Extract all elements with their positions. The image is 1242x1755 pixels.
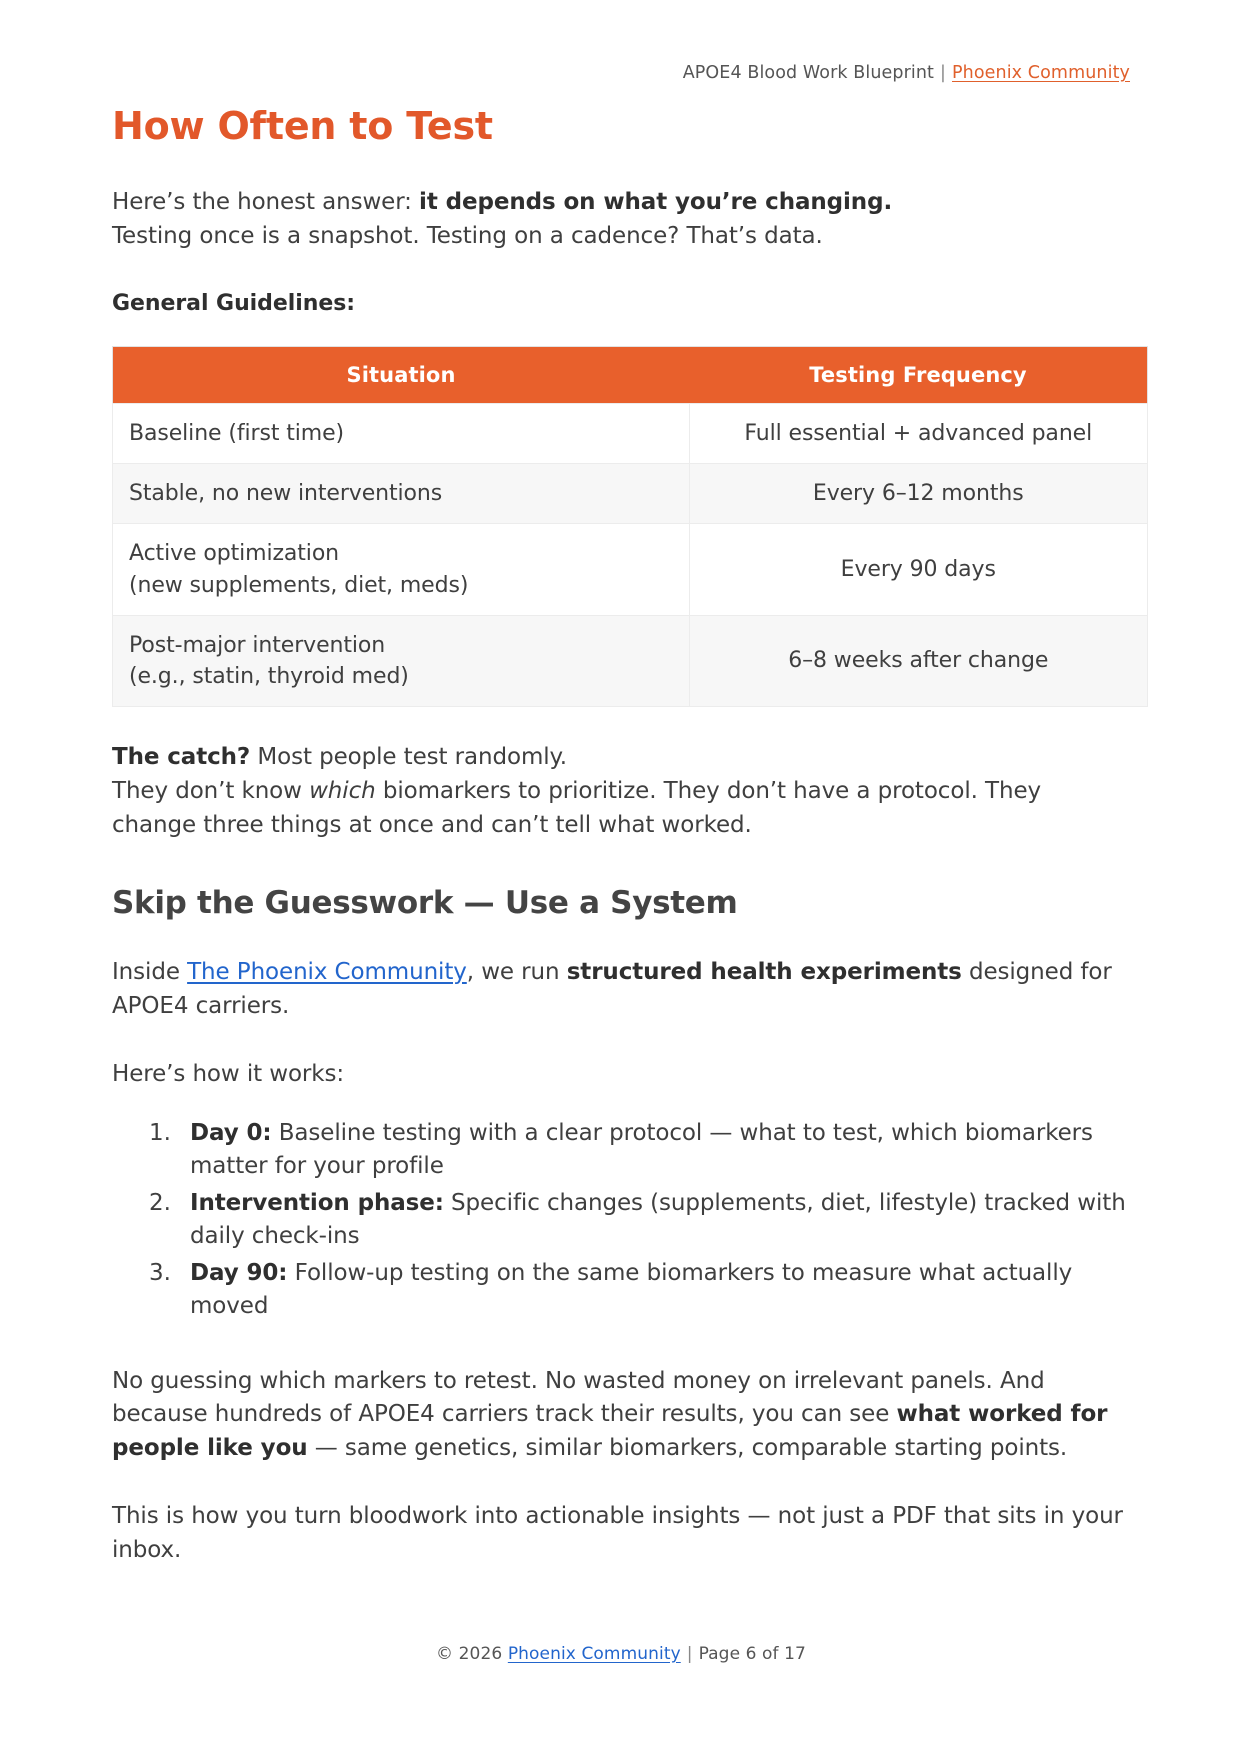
cell-situation-line2: (new supplements, diet, meds) bbox=[129, 572, 469, 598]
catch-line2-a: They don’t know bbox=[112, 778, 310, 805]
spacer bbox=[112, 1091, 1130, 1117]
cell-situation bbox=[113, 403, 690, 463]
spacer bbox=[112, 1466, 1130, 1500]
section-heading-skip-guesswork: Skip the Guesswork — Use a System bbox=[112, 884, 738, 921]
column-header-situation: Situation bbox=[113, 346, 690, 403]
step-text: Follow-up testing on the same biomarkers to measure what actually moved bbox=[190, 1259, 1073, 1319]
spacer bbox=[112, 922, 1130, 956]
closing-text-a: No guessing which markers to retest. No wasted money on irrelevant panels. And because hundreds of APOE4 carriers track their results, you can see bbox=[112, 1367, 1045, 1428]
catch-line1-rest: Most people test randomly. bbox=[250, 744, 568, 771]
system-text-b: , we run bbox=[466, 958, 567, 985]
column-header-frequency: Testing Frequency bbox=[689, 346, 1148, 403]
closing-text-b: — same genetics, similar biomarkers, comparable starting points. bbox=[307, 1435, 1068, 1462]
system-text-c: designed for APOE4 carriers. bbox=[112, 958, 1112, 1019]
intro-paragraph bbox=[112, 186, 1130, 254]
table-header-row bbox=[113, 346, 1148, 403]
spacer bbox=[112, 1327, 1130, 1365]
list-item bbox=[178, 1117, 1130, 1183]
cell-situation bbox=[113, 615, 690, 706]
footer-separator: | bbox=[686, 1644, 693, 1664]
cell-situation bbox=[113, 524, 690, 615]
spacer bbox=[112, 843, 1130, 885]
cell-situation-line1: Post-major intervention bbox=[129, 632, 386, 658]
system-text-a: Inside bbox=[112, 958, 188, 985]
footer-page-label: Page 6 of 17 bbox=[698, 1644, 806, 1664]
general-guidelines-label: General Guidelines: bbox=[112, 290, 355, 316]
cell-situation-line1: Stable, no new interventions bbox=[129, 481, 443, 507]
running-header bbox=[112, 63, 1130, 83]
header-brand-link[interactable]: Phoenix Community bbox=[952, 63, 1130, 83]
cell-frequency: Every 90 days bbox=[689, 524, 1148, 615]
closing-paragraph-2: This is how you turn bloodwork into actionable insights — not just a PDF that sits in your inbox. bbox=[112, 1502, 1123, 1563]
list-item bbox=[178, 1187, 1130, 1253]
footer-brand-link[interactable]: Phoenix Community bbox=[507, 1644, 681, 1664]
cell-frequency: 6–8 weeks after change bbox=[689, 615, 1148, 706]
step-text: Specific changes (supplements, diet, lifestyle) tracked with daily check-ins bbox=[190, 1190, 1126, 1249]
step-label: Day 90: bbox=[190, 1259, 288, 1286]
cell-frequency: Full essential + advanced panel bbox=[689, 403, 1148, 463]
catch-line2-italic: which bbox=[309, 778, 376, 805]
cell-situation-line1: Active optimization bbox=[129, 541, 340, 567]
steps-list bbox=[112, 1117, 1130, 1322]
cell-situation-line1: Baseline (first time) bbox=[129, 420, 345, 446]
cell-situation-line2: (e.g., statin, thyroid med) bbox=[129, 664, 409, 690]
table-row bbox=[113, 464, 1148, 524]
how-it-works-label: Here’s how it works: bbox=[112, 1060, 345, 1087]
phoenix-community-link[interactable]: The Phoenix Community bbox=[187, 958, 467, 985]
closing-text-bold: what worked for people like you bbox=[112, 1401, 1108, 1462]
catch-paragraph bbox=[112, 741, 1130, 842]
page-title: How Often to Test bbox=[112, 104, 493, 148]
header-doc-title: APOE4 Blood Work Blueprint bbox=[682, 63, 935, 83]
step-label: Day 0: bbox=[190, 1120, 272, 1147]
table-row bbox=[113, 403, 1148, 463]
page-footer bbox=[0, 1644, 1242, 1664]
table-body bbox=[113, 403, 1148, 706]
catch-line2-b: biomarkers to prioritize. They don’t have a protocol. They change three things at once and can’t tell what worked. bbox=[112, 778, 1042, 838]
intro-line1-bold: it depends on what you’re changing. bbox=[419, 189, 893, 215]
spacer bbox=[112, 707, 1130, 741]
page-content bbox=[112, 186, 1130, 1568]
table-header bbox=[113, 346, 1148, 403]
table-row bbox=[113, 615, 1148, 706]
header-separator: | bbox=[940, 63, 947, 83]
spacer bbox=[112, 254, 1130, 288]
cell-situation bbox=[113, 464, 690, 524]
step-text: Baseline testing with a clear protocol — what to test, which biomarkers matter for your profile bbox=[190, 1120, 1093, 1180]
system-paragraph bbox=[112, 956, 1130, 1024]
catch-bold: The catch? bbox=[112, 744, 251, 771]
footer-copyright: © 2026 bbox=[436, 1644, 503, 1664]
cell-frequency: Every 6–12 months bbox=[689, 464, 1148, 524]
testing-frequency-table bbox=[112, 346, 1148, 707]
spacer bbox=[112, 1024, 1130, 1058]
spacer bbox=[112, 320, 1130, 346]
table-row bbox=[113, 524, 1148, 615]
step-label: Intervention phase: bbox=[190, 1190, 444, 1217]
system-text-bold: structured health experiments bbox=[566, 958, 962, 985]
list-item bbox=[178, 1257, 1130, 1323]
closing-paragraph-1 bbox=[112, 1365, 1130, 1466]
intro-line2: Testing once is a snapshot. Testing on a cadence? That’s data. bbox=[112, 222, 823, 249]
intro-line1-prefix: Here’s the honest answer: bbox=[112, 189, 420, 215]
